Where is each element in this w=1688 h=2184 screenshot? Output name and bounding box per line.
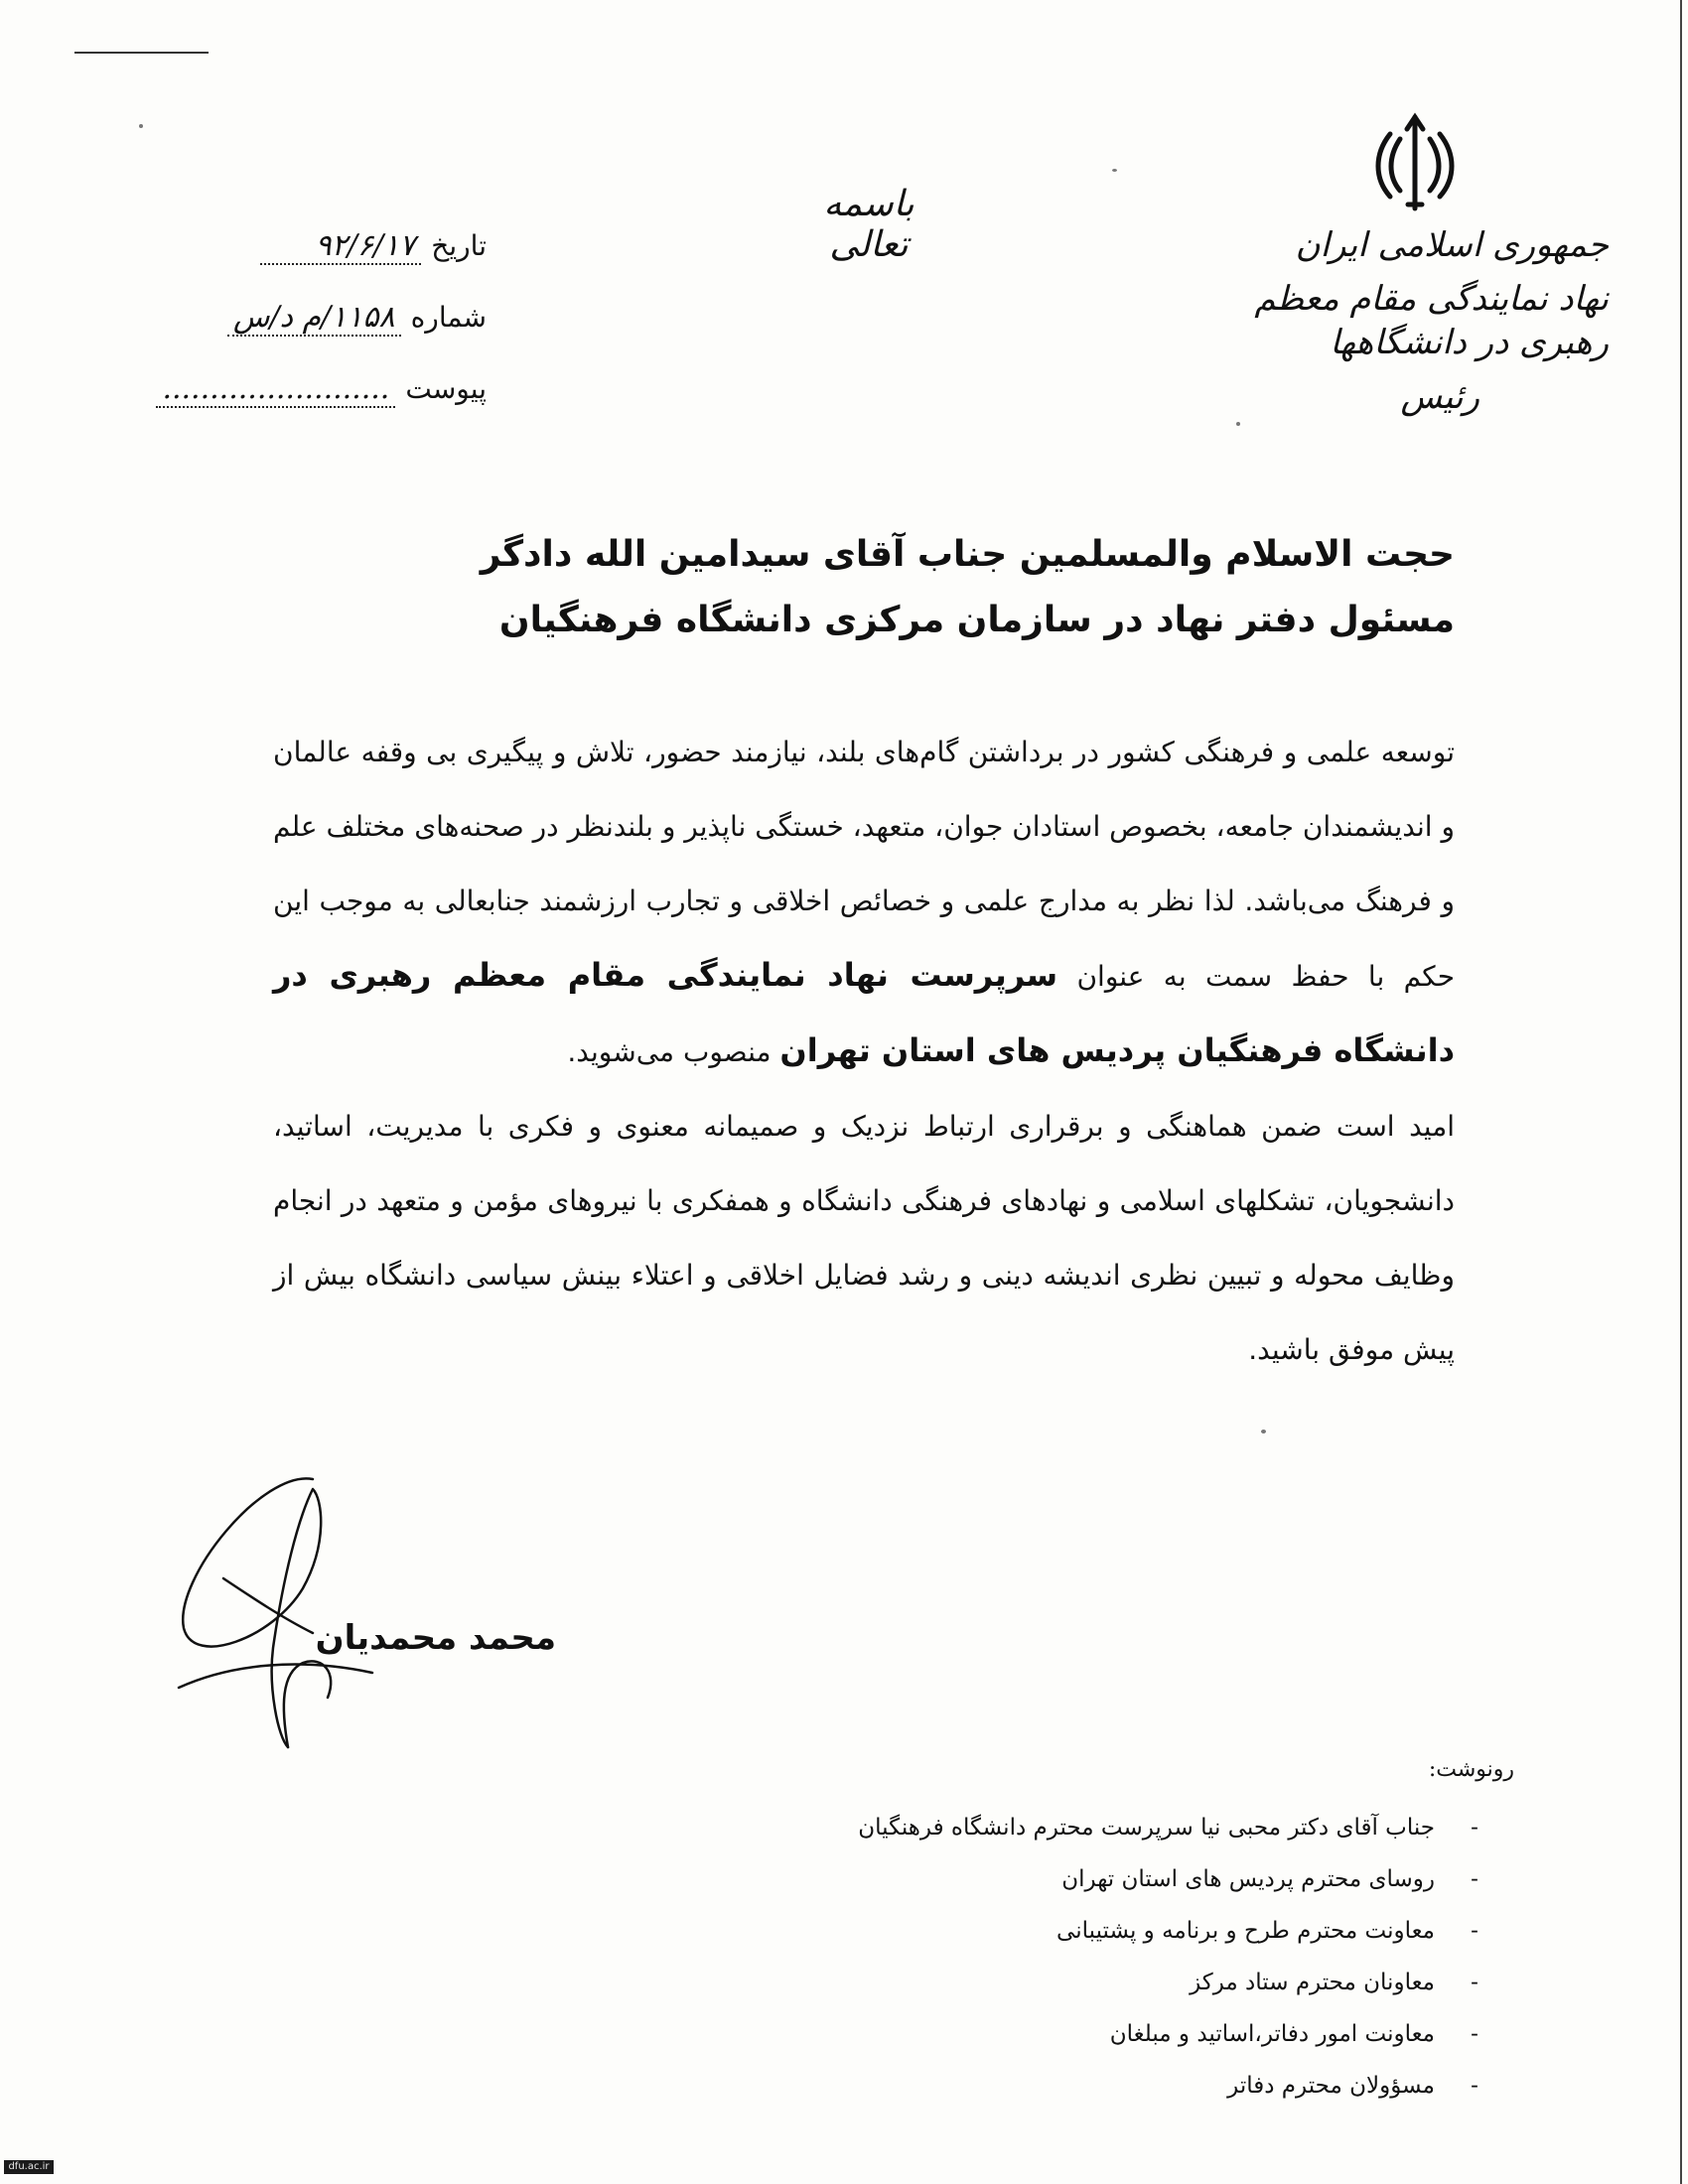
scan-speck: [1112, 169, 1117, 172]
cc-dash: -: [1471, 1918, 1478, 1944]
cc-dash: -: [1471, 2073, 1478, 2099]
cc-dash: -: [1471, 2021, 1478, 2047]
attachment-label: پیوست: [405, 372, 487, 405]
cc-item-text: روسای محترم پردیس های استان تهران: [1061, 1866, 1435, 1892]
cc-title: رونوشت:: [1428, 1757, 1514, 1782]
date-row: [129, 228, 487, 300]
scan-edge-line: [1680, 0, 1682, 2184]
cc-item-text: معاونت محترم طرح و برنامه و پشتیبانی: [1056, 1918, 1435, 1944]
body-paragraph-1: [273, 715, 1455, 1089]
office-title: رئیس: [1400, 376, 1479, 417]
cc-item: [730, 2060, 1484, 2112]
body-p1-end: منصوب می‌شوید.: [567, 1035, 780, 1068]
date-value: ۹۲/۶/۱۷: [260, 228, 421, 265]
cc-item-text: معاونان محترم ستاد مرکز: [1190, 1970, 1435, 1995]
cc-dash: -: [1471, 1815, 1478, 1841]
letterhead: [1192, 223, 1609, 429]
cc-list: [730, 1802, 1484, 2112]
cc-item-text: جناب آقای دکتر محبی نیا سرپرست محترم دانشگاه فرهنگیان: [858, 1815, 1435, 1841]
cc-dash: -: [1471, 1866, 1478, 1892]
organization-name: نهاد نمایندگی مقام معظم رهبری در دانشگاهها: [1254, 279, 1609, 363]
date-label: تاریخ: [431, 229, 487, 262]
number-label: شماره: [410, 301, 487, 334]
recipient-position: مسئول دفتر نهاد در سازمان مرکزی دانشگاه فرهنگیان: [498, 599, 1455, 640]
bismillah-heading: باسمه تعالی: [823, 184, 914, 265]
attachment-value: ........................: [156, 371, 395, 408]
number-value: ۱۱۵۸/م د/س: [227, 300, 401, 337]
scan-speck: [139, 124, 143, 128]
site-watermark: dfu.ac.ir: [4, 2160, 54, 2174]
cc-item: [730, 1802, 1484, 1853]
cc-dash: -: [1471, 1970, 1478, 1995]
number-row: [129, 300, 487, 371]
country-name: جمهوری اسلامی ایران: [1295, 225, 1609, 265]
cc-item-text: مسؤولان محترم دفاتر: [1227, 2073, 1435, 2099]
letter-meta: [129, 228, 487, 443]
scan-top-mark: [74, 52, 209, 54]
attachment-row: [129, 371, 487, 443]
cc-item: [730, 1853, 1484, 1905]
carbon-copy-block: [730, 1757, 1514, 2112]
handwritten-signature: [164, 1459, 392, 1757]
cc-item: [730, 2008, 1484, 2060]
body-p1-text: توسعه علمی و فرهنگی کشور در برداشتن گام‌های بلند، نیازمند حضور، تلاش و پیگیری بی وقفه عالمان و اندیشمندان جامعه، بخصوص استادان جوان، متعهد، خستگی ناپذیر و بلندنظر در صحنه‌های مختلف علم و فرهنگ می‌باشد. لذا نظر به مدارج علمی و خصائص اخلاقی و تجارب ارزشمند جنابعالی به موجب این حکم با حفظ سمت به عنوان: [273, 736, 1456, 993]
scan-speck: [1261, 1430, 1266, 1433]
cc-item: [730, 1905, 1484, 1957]
recipient-title: حجت الاسلام والمسلمین جناب آقای سیدامین الله دادگر: [480, 534, 1455, 575]
appointment-title: سرپرست نهاد نمایندگی مقام معظم رهبری در دانشگاه فرهنگیان پردیس های استان تهران: [273, 956, 1455, 1069]
letter-body: [273, 715, 1455, 1387]
body-paragraph-2: امید است ضمن هماهنگی و برقراری ارتباط نزدیک و صمیمانه معنوی و فکری با مدیریت، اساتید، دانشجویان، تشکلهای اسلامی و نهادهای فرهنگی دانشگاه و همفکری با نیروهای مؤمن و متعهد در انجام وظایف محوله و تبیین نظری اندیشه دینی و رشد فضایل اخلاقی و اعتلاء بینش سیاسی دانشگاه بیش از پیش موفق باشید.: [273, 1110, 1455, 1366]
recipient-block: [362, 526, 1455, 656]
cc-item-text: معاونت امور دفاتر،اساتید و مبلغان: [1109, 2021, 1435, 2047]
iran-emblem-icon: [1360, 109, 1470, 218]
signer-name: محمد محمدیان: [315, 1618, 556, 1658]
cc-item: [730, 1957, 1484, 2008]
